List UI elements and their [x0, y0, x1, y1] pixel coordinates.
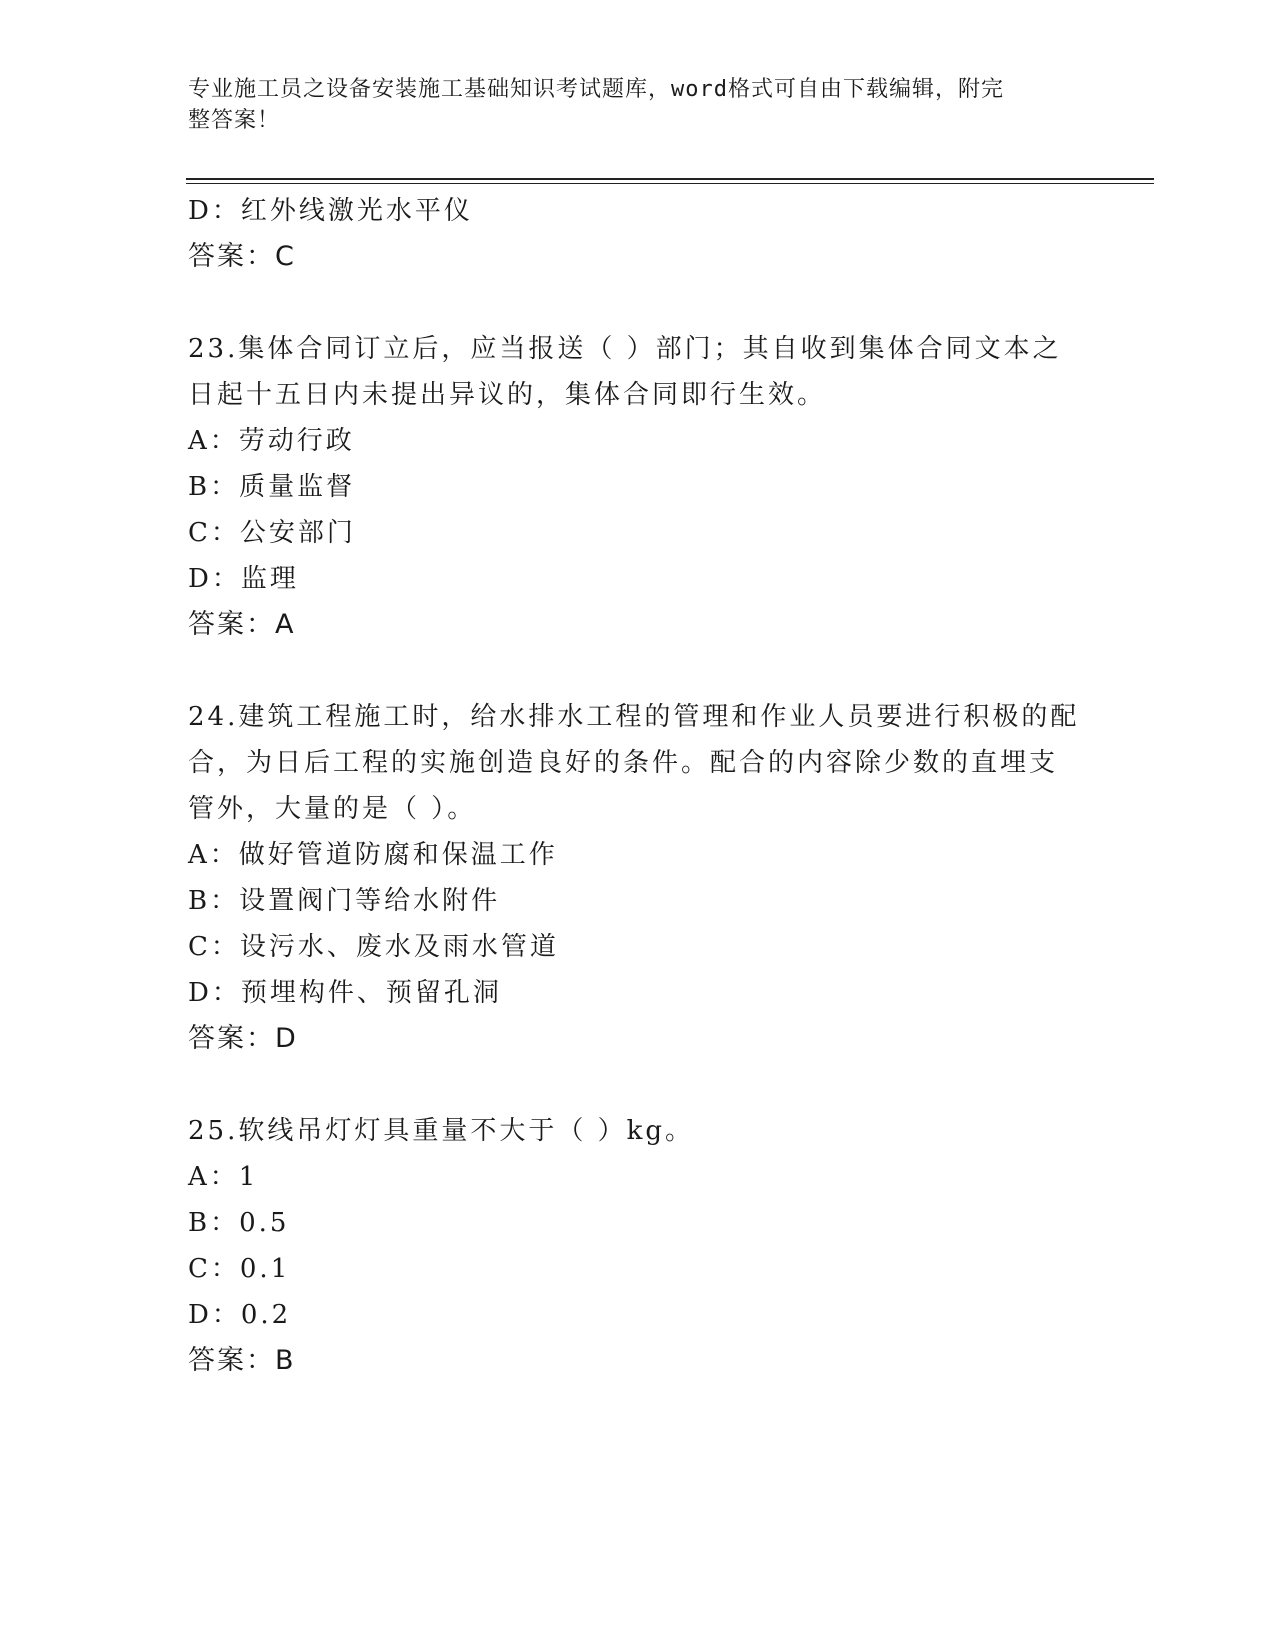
answer-line: 答案：A	[188, 609, 296, 640]
previous-question-tail	[188, 188, 1088, 280]
option-a: A：1	[188, 1162, 259, 1192]
option-b: B：设置阀门等给水附件	[188, 886, 501, 916]
option-c: C：设污水、废水及雨水管道	[188, 932, 559, 962]
question-content	[188, 188, 1088, 1384]
spacer	[188, 280, 1088, 326]
header-rule-thin	[186, 183, 1154, 184]
option-d: D：监理	[188, 564, 299, 594]
header-text-line-1: 专业施工员之设备安装施工基础知识考试题库，word格式可自由下载编辑，附完	[188, 77, 1004, 102]
option-b: B：0.5	[188, 1208, 290, 1238]
spacer	[188, 648, 1088, 694]
option-c: C：0.1	[188, 1254, 291, 1284]
answer-line: 答案：D	[188, 1023, 298, 1054]
option-d: D：预埋构件、预留孔洞	[188, 978, 502, 1008]
question-24	[188, 694, 1088, 1062]
question-text-line: 管外，大量的是（ ）。	[188, 794, 477, 824]
question-23	[188, 326, 1088, 648]
spacer	[188, 1062, 1088, 1108]
option-b: B：质量监督	[188, 472, 356, 502]
question-text-line: 合，为日后工程的实施创造良好的条件。配合的内容除少数的直埋支	[188, 748, 1059, 778]
option-a: A：做好管道防腐和保温工作	[188, 840, 558, 870]
answer-line: 答案：C	[188, 241, 296, 272]
question-25	[188, 1108, 1088, 1384]
option-c: C：公安部门	[188, 518, 356, 548]
option-a: A：劳动行政	[188, 426, 355, 456]
question-text-line: 24.建筑工程施工时，给水排水工程的管理和作业人员要进行积极的配	[188, 702, 1080, 732]
header-text-line-2: 整答案！	[188, 108, 281, 133]
header-rule-thick	[186, 178, 1154, 180]
option-d: D：0.2	[188, 1300, 292, 1330]
answer-line: 答案：B	[188, 1345, 296, 1376]
question-text-line: 23.集体合同订立后，应当报送（ ）部门；其自收到集体合同文本之	[188, 334, 1062, 364]
page-header	[188, 74, 1068, 136]
question-text-line: 日起十五日内未提出异议的，集体合同即行生效。	[188, 380, 827, 410]
question-text-line: 25.软线吊灯灯具重量不大于（ ）kg。	[188, 1116, 695, 1146]
option-d: D：红外线激光水平仪	[188, 196, 473, 226]
